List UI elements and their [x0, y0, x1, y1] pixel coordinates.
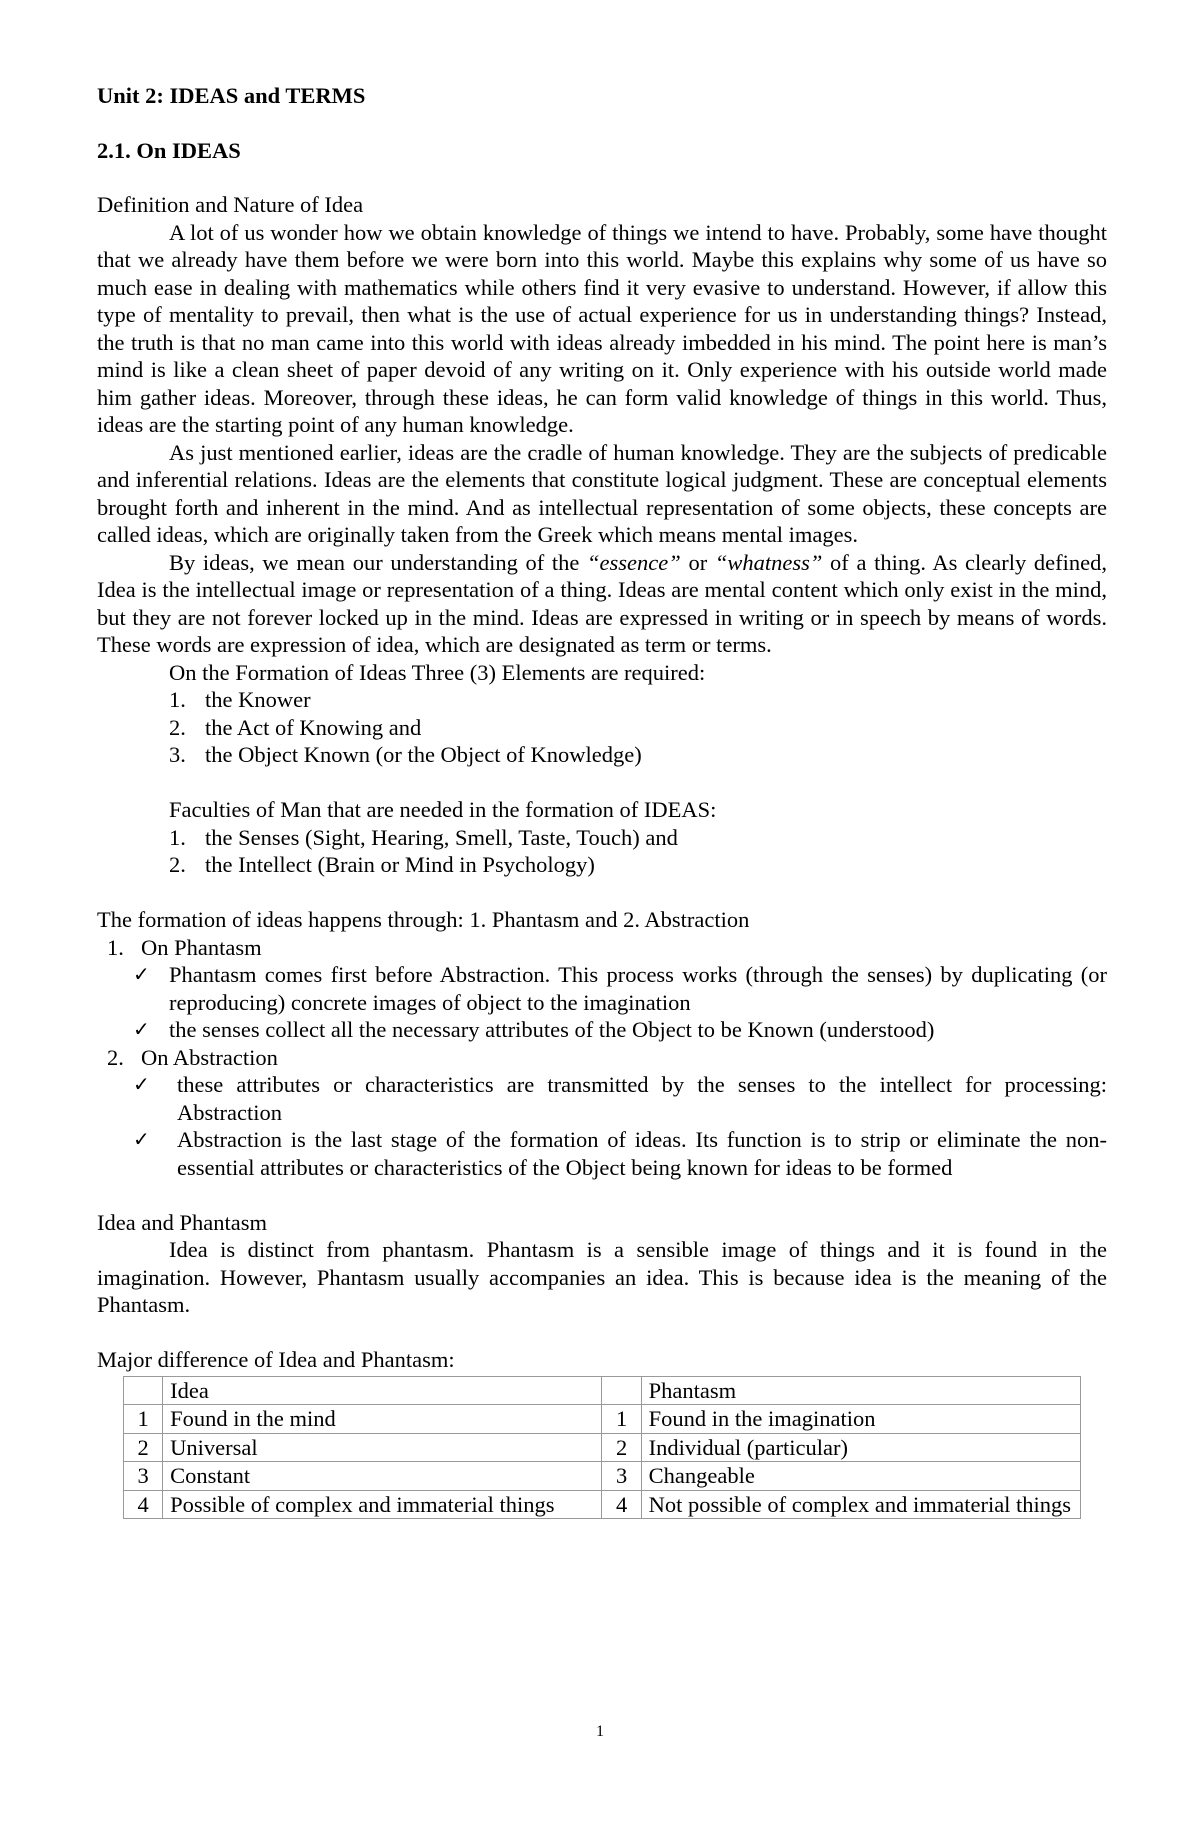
check-icon: ✓ [133, 1072, 150, 1096]
row-number: 2 [124, 1433, 163, 1462]
table-row [124, 1462, 1081, 1491]
idea-phantasm-subheading: Idea and Phantasm [97, 1209, 267, 1235]
definition-paragraph-1: A lot of us wonder how we obtain knowledge of things we intend to have. Probably, some have thought that we already have them before we were born into this world. Maybe this explains why some of us have so much ease in dealing with mathematics while others find it very evasive to understand. However, if allow this type of mentality to prevail, then what is the use of actual experience for us in understanding things? Instead, the truth is that no man came into this world with ideas already imbedded in his mind. The point here is man’s mind is like a clean sheet of paper devoid of any writing on it. Only experience with his outside world made him gather ideas. Moreover, through these ideas, he can form valid knowledge of things in this world. Thus, ideas are the starting point of any human knowledge. [97, 219, 1107, 437]
unit-title: Unit 2: IDEAS and TERMS [97, 83, 366, 108]
p3-text-or: or [680, 549, 715, 575]
p3-text-before: By ideas, we mean our understanding of the [169, 549, 588, 575]
phantasm-cell: Not possible of complex and immaterial things [641, 1490, 1080, 1519]
table-row [124, 1433, 1081, 1462]
essence-term: “essence” [587, 549, 681, 575]
idea-cell: Found in the mind [163, 1405, 602, 1434]
abstraction-label: On Abstraction [141, 1044, 278, 1070]
row-number: 4 [124, 1490, 163, 1519]
section-title: 2.1. On IDEAS [97, 137, 241, 163]
list-number: 3. [169, 742, 186, 767]
point-text: these attributes or characteristics are transmitted by the senses to the intellect for processing: Abstraction [177, 1072, 1107, 1125]
row-number: 1 [124, 1405, 163, 1434]
list-number: 2. [107, 1044, 124, 1070]
whatness-term: “whatness” [714, 549, 823, 575]
row-number: 4 [602, 1490, 641, 1519]
list-item [97, 1016, 1107, 1044]
point-text: the senses collect all the necessary attributes of the Object to be Known (understood) [169, 1017, 935, 1042]
list-number: 1. [107, 934, 124, 960]
definition-paragraph-2: As just mentioned earlier, ideas are the cradle of human knowledge. They are the subjects of predicable and inferential relations. Ideas are the elements that constitute logical judgment. These are conceptual elements brought forth and inherent in the mind. And as intellectual representation of some objects, these concepts are called ideas, which are originally taken from the Greek which means mental images. [97, 439, 1107, 547]
process-list [97, 934, 1107, 1182]
row-number: 3 [124, 1462, 163, 1491]
document-page [97, 82, 1107, 1519]
idea-phantasm-paragraph: Idea is distinct from phantasm. Phantasm is a sensible image of things and it is found in the imagination. However, Phantasm usually accompanies an idea. This is because idea is the meaning of the Phantasm. [97, 1237, 1107, 1317]
list-item [97, 824, 1107, 852]
phantasm-cell: Changeable [641, 1462, 1080, 1491]
list-item [97, 714, 1107, 742]
check-icon: ✓ [133, 1127, 150, 1151]
column-header-idea: Idea [163, 1376, 602, 1405]
process-title: The formation of ideas happens through: 1. Phantasm and 2. Abstraction [97, 907, 750, 932]
difference-table-title: Major difference of Idea and Phantasm: [97, 1347, 455, 1372]
list-text: the Senses (Sight, Hearing, Smell, Taste, Touch) and [205, 824, 678, 850]
list-text: the Act of Knowing and [205, 714, 422, 740]
definition-subheading: Definition and Nature of Idea [97, 192, 364, 217]
row-number: 1 [602, 1405, 641, 1434]
phantasm-points [97, 961, 1107, 1044]
point-text: Abstraction is the last stage of the formation of ideas. Its function is to strip or eliminate the non-essential attributes or characteristics of the Object being known for ideas to be formed [177, 1127, 1107, 1180]
list-item [97, 961, 1107, 1016]
table-cell [602, 1376, 641, 1405]
phantasm-label: On Phantasm [141, 934, 262, 960]
check-icon: ✓ [133, 1017, 150, 1041]
page-number: 1 [596, 1723, 604, 1740]
faculties-list [97, 824, 1107, 879]
list-item [97, 1126, 1107, 1181]
formation-intro: On the Formation of Ideas Three (3) Elements are required: [169, 659, 706, 685]
phantasm-item [97, 934, 1107, 962]
abstraction-item [97, 1044, 1107, 1072]
column-header-phantasm: Phantasm [641, 1376, 1080, 1405]
table-row [124, 1490, 1081, 1519]
list-item [97, 741, 1107, 769]
list-text: the Intellect (Brain or Mind in Psychology) [205, 852, 595, 877]
formation-elements-list [97, 686, 1107, 769]
table-cell [124, 1376, 163, 1405]
p3-text-after: of a thing. As clearly defined, Idea is the intellectual image or representation of a thing. Ideas are mental content which only exist in the mind, but they are not forever locked up in the mind. Ideas are expressed in writing or in speech by means of words. These words are expression of idea, which are designated as term or terms. [97, 549, 1107, 657]
abstraction-points [97, 1071, 1107, 1181]
phantasm-cell: Individual (particular) [641, 1433, 1080, 1462]
row-number: 2 [602, 1433, 641, 1462]
list-item [97, 686, 1107, 714]
list-text: the Object Known (or the Object of Knowledge) [205, 742, 642, 767]
list-number: 2. [169, 714, 186, 740]
check-icon: ✓ [133, 962, 150, 986]
definition-paragraph-3 [97, 549, 1107, 659]
faculties-intro: Faculties of Man that are needed in the formation of IDEAS: [169, 797, 717, 822]
table-header-row [124, 1376, 1081, 1405]
list-item [97, 1071, 1107, 1126]
idea-cell: Universal [163, 1433, 602, 1462]
table-row [124, 1405, 1081, 1434]
idea-cell: Constant [163, 1462, 602, 1491]
list-number: 2. [169, 852, 186, 877]
phantasm-cell: Found in the imagination [641, 1405, 1080, 1434]
idea-cell: Possible of complex and immaterial things [163, 1490, 602, 1519]
list-text: the Knower [205, 687, 311, 712]
difference-table [123, 1376, 1081, 1520]
list-number: 1. [169, 824, 186, 850]
point-text: Phantasm comes first before Abstraction. This process works (through the senses) by duplicating (or reproducing) concrete images of object to the imagination [169, 962, 1107, 1015]
list-item [97, 851, 1107, 879]
row-number: 3 [602, 1462, 641, 1491]
list-number: 1. [169, 687, 186, 712]
